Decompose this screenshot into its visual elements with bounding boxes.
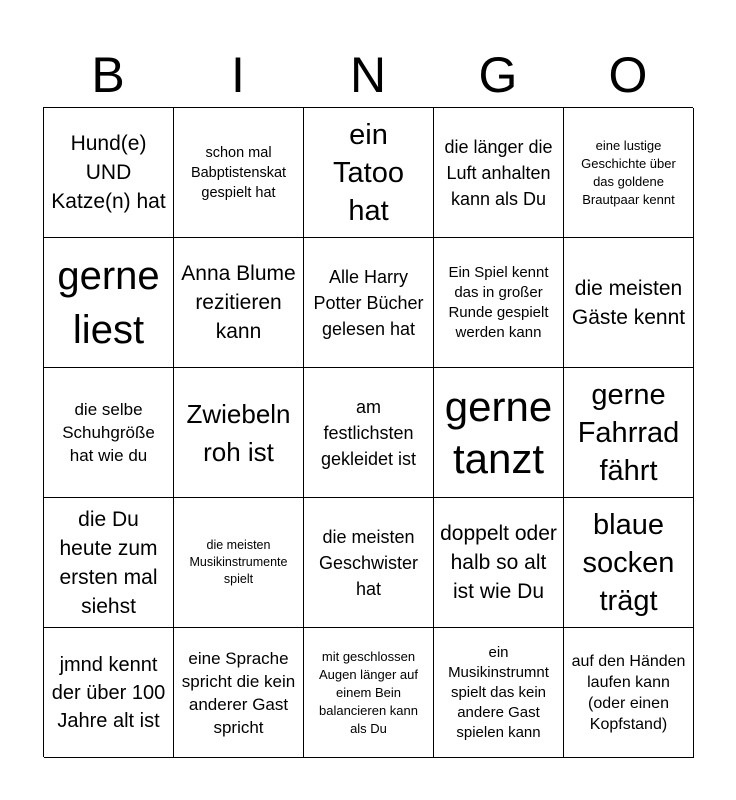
cell-text: die Du heute zum ersten mal siehst <box>59 507 158 618</box>
cell-text: gerne tanzt <box>444 382 553 482</box>
bingo-cell-r2c4[interactable] <box>434 238 564 368</box>
cell-text: gerne Fahrrad fährt <box>577 378 680 487</box>
bingo-header <box>43 44 693 106</box>
header-letter-o: O <box>608 47 648 103</box>
cell-text: schon mal Babptistenskat gespielt hat <box>190 144 287 201</box>
bingo-cell-r5c4[interactable] <box>434 628 564 758</box>
bingo-cell-r4c1[interactable] <box>44 498 174 628</box>
bingo-cell-r2c2[interactable] <box>174 238 304 368</box>
cell-text: mit geschlossen Augen länger auf einem Bein balancieren kann als Du <box>318 648 419 736</box>
bingo-cell-r3c5[interactable] <box>564 368 694 498</box>
cell-text: die selbe Schuhgröße hat wie du <box>62 400 155 465</box>
cell-text: Ein Spiel kennt das in großer Runde gespielt werden kann <box>448 263 549 341</box>
cell-text: auf den Händen laufen kann (oder einen Kopfstand) <box>571 652 686 733</box>
bingo-cell-r3c3[interactable] <box>304 368 434 498</box>
header-letter-i: I <box>231 47 245 103</box>
bingo-cell-r2c1[interactable] <box>44 238 174 368</box>
cell-text: Zwiebeln roh ist <box>186 398 291 467</box>
cell-text: die meisten Geschwister hat <box>318 526 419 599</box>
cell-text: Hund(e) UND Katze(n) hat <box>51 132 166 213</box>
cell-text: ein Tatoo hat <box>333 118 404 227</box>
bingo-cell-r2c5[interactable] <box>564 238 694 368</box>
bingo-cell-r4c4[interactable] <box>434 498 564 628</box>
cell-text: die länger die Luft anhalten kann als Du <box>444 136 553 209</box>
cell-text: Alle Harry Potter Bücher gelesen hat <box>313 266 424 339</box>
bingo-cell-r2c3[interactable] <box>304 238 434 368</box>
bingo-cell-r5c3[interactable] <box>304 628 434 758</box>
bingo-grid <box>43 107 693 757</box>
bingo-cell-r4c2[interactable] <box>174 498 304 628</box>
cell-text: ein Musikinstrumnt spielt das kein andere Gast spielen kann <box>448 643 549 741</box>
cell-text: die meisten Musikinstrumente spielt <box>189 538 288 586</box>
bingo-cell-r1c5[interactable] <box>564 108 694 238</box>
header-letter-g: G <box>478 47 518 103</box>
bingo-cell-r4c3[interactable] <box>304 498 434 628</box>
bingo-cell-r1c1[interactable] <box>44 108 174 238</box>
bingo-cell-r1c2[interactable] <box>174 108 304 238</box>
bingo-cell-r3c1[interactable] <box>44 368 174 498</box>
cell-text: doppelt oder halb so alt ist wie Du <box>440 522 557 603</box>
bingo-cell-r5c1[interactable] <box>44 628 174 758</box>
bingo-cell-r3c4[interactable] <box>434 368 564 498</box>
cell-text: Anna Blume rezitieren kann <box>181 262 296 343</box>
cell-text: am festlichsten gekleidet ist <box>320 396 417 469</box>
cell-text: jmnd kennt der über 100 Jahre alt ist <box>51 653 166 732</box>
bingo-cell-r1c3[interactable] <box>304 108 434 238</box>
bingo-cell-r3c2[interactable] <box>174 368 304 498</box>
header-letter-b: B <box>91 47 125 103</box>
bingo-cell-r4c5[interactable] <box>564 498 694 628</box>
bingo-cell-r1c4[interactable] <box>434 108 564 238</box>
bingo-cell-r5c5[interactable] <box>564 628 694 758</box>
cell-text: gerne liest <box>57 253 160 352</box>
cell-text: die meisten Gäste kennt <box>571 276 686 329</box>
bingo-cell-r5c2[interactable] <box>174 628 304 758</box>
cell-text: blaue socken trägt <box>582 508 675 617</box>
header-letter-n: N <box>349 47 387 103</box>
cell-text: eine Sprache spricht die kein anderer Gast spricht <box>181 648 296 737</box>
cell-text: eine lustige Geschichte über das goldene Brautpaar kennt <box>581 137 676 207</box>
